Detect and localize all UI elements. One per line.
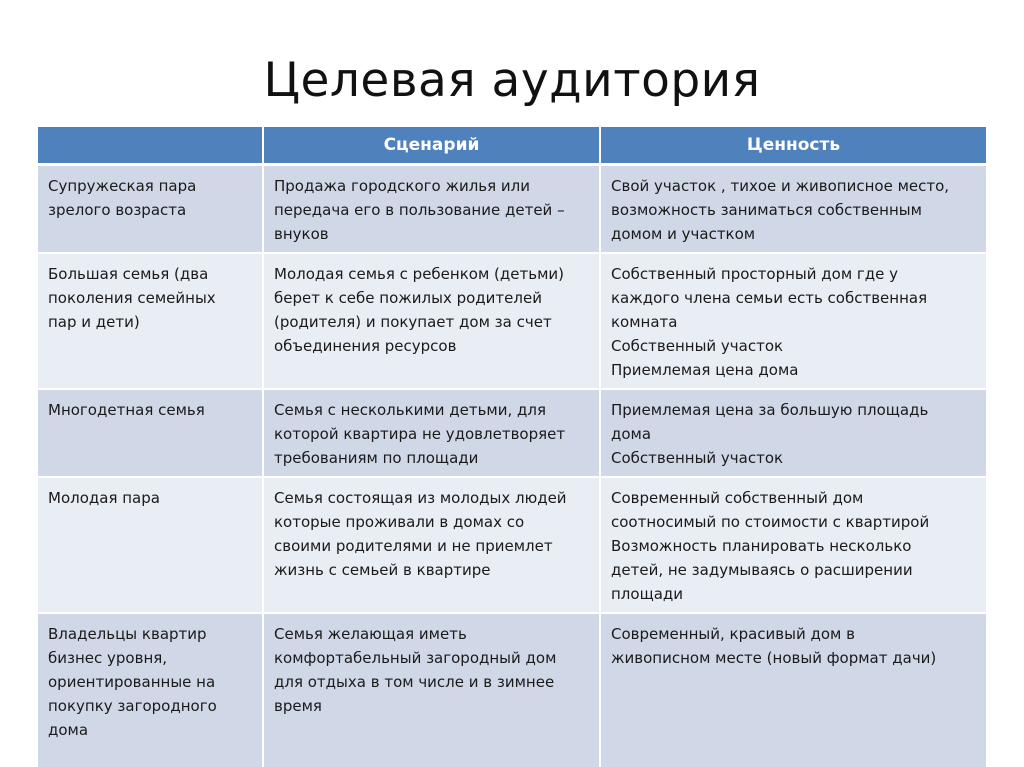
table-row [38, 254, 986, 390]
table-row [38, 390, 986, 478]
header-value: Ценность [601, 127, 986, 166]
slide-title: Целевая аудитория [263, 53, 761, 108]
cell-value: Приемлемая цена за большую площадь дома Собственный участок [601, 390, 986, 478]
table-row [38, 614, 986, 767]
table-row [38, 166, 986, 254]
header-scenario: Сценарий [264, 127, 601, 166]
cell-scenario: Семья состоящая из молодых людей которые проживали в домах со своими родителями и не приемлет жизнь с семьей в квартире [264, 478, 601, 614]
table-header-row [38, 127, 986, 166]
cell-audience: Владельцы квартир бизнес уровня, ориентированные на покупку загородного дома [38, 614, 264, 767]
cell-audience: Большая семья (два поколения семейных пар и дети) [38, 254, 264, 390]
cell-audience: Многодетная семья [38, 390, 264, 478]
cell-value: Свой участок , тихое и живописное место, возможность заниматься собственным домом и участком [601, 166, 986, 254]
cell-scenario: Молодая семья с ребенком (детьми) берет к себе пожилых родителей (родителя) и покупает дом за счет объединения ресурсов [264, 254, 601, 390]
cell-audience: Молодая пара [38, 478, 264, 614]
cell-scenario: Семья с несколькими детьми, для которой квартира не удовлетворяет требованиям по площади [264, 390, 601, 478]
cell-audience: Супружеская пара зрелого возраста [38, 166, 264, 254]
header-audience [38, 127, 264, 166]
cell-scenario: Семья желающая иметь комфортабельный загородный дом для отдыха в том числе и в зимнее время [264, 614, 601, 767]
cell-value: Собственный просторный дом где у каждого члена семьи есть собственная комната Собственный участок Приемлемая цена дома [601, 254, 986, 390]
cell-value: Современный собственный дом соотносимый по стоимости с квартирой Возможность планировать несколько детей, не задумываясь о расширении площади [601, 478, 986, 614]
cell-scenario: Продажа городского жилья или передача его в пользование детей – внуков [264, 166, 601, 254]
cell-value: Современный, красивый дом в живописном месте (новый формат дачи) [601, 614, 986, 767]
table-row [38, 478, 986, 614]
audience-table [38, 127, 986, 767]
